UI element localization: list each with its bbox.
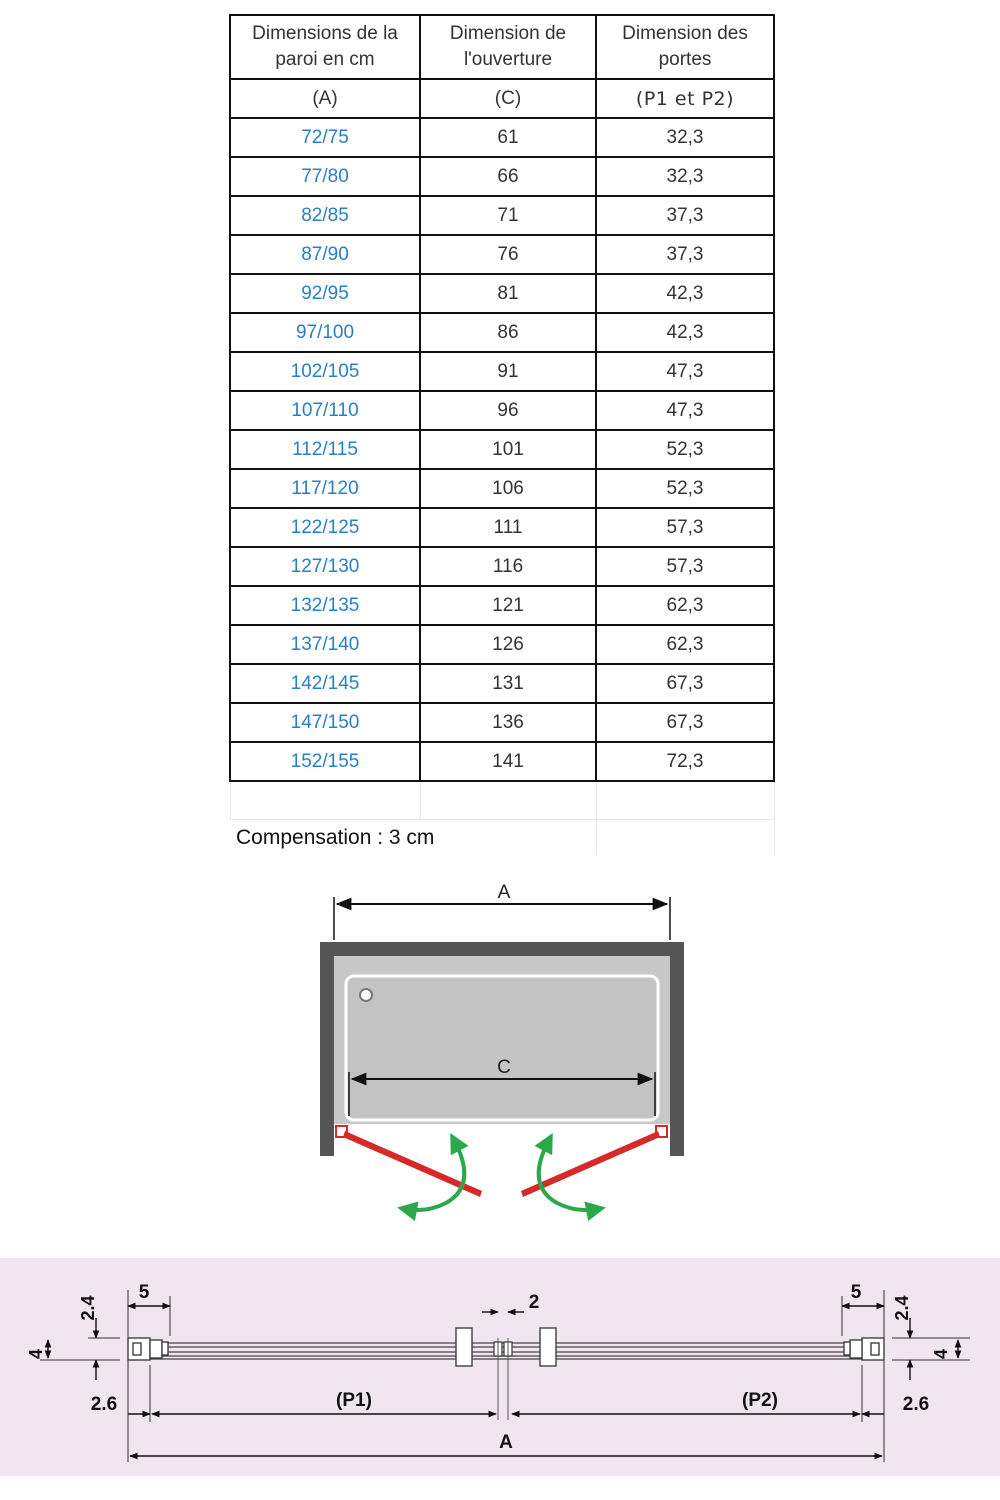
cell-door-dimension: 42,3 [596,274,774,313]
svg-text:2.4: 2.4 [78,1295,98,1321]
cell-wall-dimension: 127/130 [230,547,420,586]
cell-door-dimension: 37,3 [596,196,774,235]
dimensions-table [229,14,775,855]
cell-door-dimension: 32,3 [596,118,774,157]
cell-wall-dimension: 122/125 [230,508,420,547]
table-subheader-cell: (C) [420,79,596,118]
table-row [230,157,774,196]
table-row [230,547,774,586]
blank-cell [230,781,420,820]
table-row [230,118,774,157]
blank-cell [420,781,596,820]
cell-opening-dimension: 136 [420,703,596,742]
cell-door-dimension: 67,3 [596,703,774,742]
cell-opening-dimension: 61 [420,118,596,157]
table-blank-row [230,781,774,820]
cell-wall-dimension: 132/135 [230,586,420,625]
cell-door-dimension: 52,3 [596,430,774,469]
compensation-note: Compensation : 3 cm [230,820,596,856]
cell-wall-dimension: 77/80 [230,157,420,196]
cell-wall-dimension: 102/105 [230,352,420,391]
table-row [230,703,774,742]
svg-text:(P1): (P1) [336,1390,372,1411]
table-subheader-row [230,79,774,118]
table-header-cell [420,15,596,79]
header-line: portes [658,49,712,70]
cell-door-dimension: 62,3 [596,625,774,664]
left-wall-profile [128,1338,168,1360]
cell-door-dimension: 62,3 [596,586,774,625]
cell-wall-dimension: 152/155 [230,742,420,781]
svg-text:2.6: 2.6 [902,1394,930,1415]
table-row [230,508,774,547]
table-row [230,664,774,703]
svg-text:2.6: 2.6 [90,1394,118,1415]
cell-wall-dimension: 112/115 [230,430,420,469]
svg-text:A: A [499,1432,513,1453]
table-row [230,196,774,235]
cell-opening-dimension: 141 [420,742,596,781]
table-subheader-cell: (P1 et P2) [596,79,774,118]
svg-text:5: 5 [850,1282,862,1303]
table-row [230,430,774,469]
cell-opening-dimension: 126 [420,625,596,664]
right-wall-profile [844,1338,884,1360]
section-diagram [0,1258,1000,1478]
table-header-cell [230,15,420,79]
cell-wall-dimension: 142/145 [230,664,420,703]
table-row [230,313,774,352]
cell-opening-dimension: 116 [420,547,596,586]
cell-opening-dimension: 86 [420,313,596,352]
cell-opening-dimension: 121 [420,586,596,625]
header-line: Dimension des [622,23,748,44]
table-row [230,391,774,430]
blank-cell [596,820,774,856]
label-c: C [497,1057,511,1078]
cell-door-dimension: 52,3 [596,469,774,508]
table-row [230,235,774,274]
cell-door-dimension: 72,3 [596,742,774,781]
tray-inner [346,976,658,1120]
table-row [230,742,774,781]
svg-text:4: 4 [931,1348,951,1360]
cell-wall-dimension: 87/90 [230,235,420,274]
cell-wall-dimension: 97/100 [230,313,420,352]
cell-opening-dimension: 91 [420,352,596,391]
blank-cell [596,781,774,820]
table-row [230,274,774,313]
cell-wall-dimension: 147/150 [230,703,420,742]
cell-door-dimension: 37,3 [596,235,774,274]
cell-wall-dimension: 137/140 [230,625,420,664]
label-a: A [497,882,511,903]
cell-door-dimension: 57,3 [596,508,774,547]
svg-text:5: 5 [138,1282,150,1303]
cell-door-dimension: 47,3 [596,391,774,430]
table-row [230,586,774,625]
cell-opening-dimension: 131 [420,664,596,703]
svg-text:2.4: 2.4 [892,1295,912,1321]
table-row [230,469,774,508]
cell-wall-dimension: 82/85 [230,196,420,235]
svg-text:2: 2 [528,1292,540,1313]
header-line: paroi en cm [275,49,375,70]
header-line: Dimensions de la [252,23,398,44]
cell-opening-dimension: 101 [420,430,596,469]
cell-wall-dimension: 107/110 [230,391,420,430]
table-header-cell [596,15,774,79]
cell-opening-dimension: 76 [420,235,596,274]
cell-opening-dimension: 111 [420,508,596,547]
table-row [230,352,774,391]
cell-door-dimension: 42,3 [596,313,774,352]
cell-wall-dimension: 72/75 [230,118,420,157]
table-header-row [230,15,774,79]
table-subheader-cell: (A) [230,79,420,118]
compensation-row [230,820,774,856]
svg-text:4: 4 [26,1348,46,1360]
right-handle [540,1328,556,1366]
cell-opening-dimension: 66 [420,157,596,196]
drain-icon [360,989,372,1001]
cell-door-dimension: 32,3 [596,157,774,196]
cell-opening-dimension: 106 [420,469,596,508]
cell-wall-dimension: 117/120 [230,469,420,508]
cell-door-dimension: 47,3 [596,352,774,391]
header-line: Dimension de [449,23,567,44]
shower-plan-diagram [300,870,700,1225]
table-row [230,625,774,664]
cell-opening-dimension: 71 [420,196,596,235]
cell-door-dimension: 67,3 [596,664,774,703]
cell-opening-dimension: 81 [420,274,596,313]
cell-door-dimension: 57,3 [596,547,774,586]
cell-wall-dimension: 92/95 [230,274,420,313]
dimension-a [334,882,670,940]
left-handle [456,1328,472,1366]
header-line: l'ouverture [463,49,553,70]
cell-opening-dimension: 96 [420,391,596,430]
svg-text:(P2): (P2) [742,1390,778,1411]
